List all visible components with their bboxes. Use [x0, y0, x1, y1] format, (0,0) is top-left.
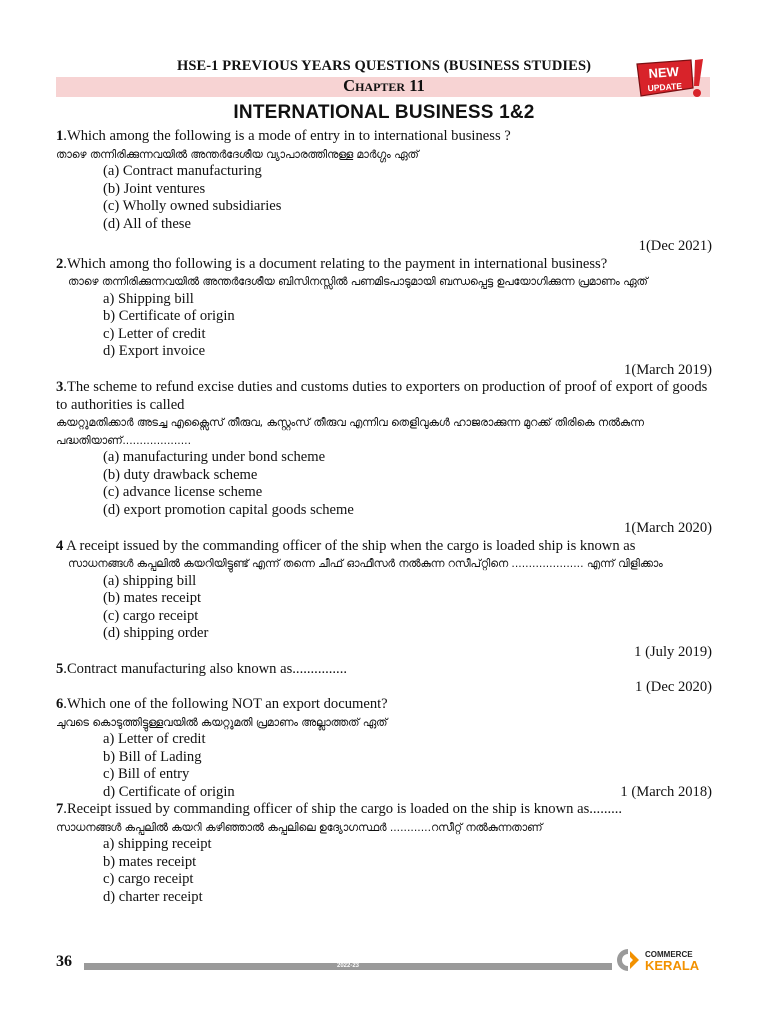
page-title: INTERNATIONAL BUSINESS 1&2 — [233, 102, 535, 123]
options — [56, 731, 712, 801]
question-mark-year: 1 (Dec 2020) — [635, 678, 712, 695]
question-text-malayalam: സാധനങ്ങൾ കപ്പലിൽ കയറി കഴിഞ്ഞാൽ കപ്പലിലെ ഉദ്യോഗസ്ഥർ ............റസീറ്റ് നൽകുന്നതാണ് — [56, 820, 543, 834]
question-3 — [56, 379, 712, 538]
option: a) Letter of credit — [103, 731, 206, 747]
question-number: 2 — [56, 255, 64, 272]
option: (c) cargo receipt — [103, 607, 199, 624]
question-text: .Contract manufacturing also known as............... — [63, 661, 348, 677]
option: (a) manufacturing under bond scheme — [103, 449, 326, 465]
option: c) Bill of entry — [103, 766, 190, 782]
question-number: 6 — [56, 696, 64, 712]
header-line: HSE-1 PREVIOUS YEARS QUESTIONS (BUSINESS STUDIES) — [176, 58, 592, 74]
question-7 — [56, 801, 712, 906]
option: c) cargo receipt — [103, 871, 194, 887]
option: d) Certificate of origin — [103, 783, 235, 800]
question-text-malayalam: ചുവടെ കൊടുത്തിട്ടുള്ളവയിൽ കയറ്റുമതി പ്രമാണം അല്ലാത്തത് ഏത് — [56, 715, 388, 729]
question-5 — [56, 661, 712, 696]
new-update-badge-icon — [633, 58, 705, 100]
question-mark-year: 1(March 2020) — [624, 520, 712, 536]
question-text: .The scheme to refund excise duties and customs duties to exporters on production of proof of export of goods to authorities is called — [56, 379, 708, 413]
footer-year: 2022-23 — [336, 963, 360, 969]
option: (a) shipping bill — [103, 572, 197, 589]
badge-new-text: NEW — [648, 63, 680, 82]
question-text: .Which one of the following NOT an export document? — [63, 696, 388, 712]
option: b) Certificate of origin — [103, 308, 235, 324]
question-mark-year: 1 (March 2018) — [620, 783, 712, 800]
question-2 — [56, 256, 712, 380]
option: a) Shipping bill — [103, 290, 194, 307]
question-number: 4 — [56, 537, 64, 554]
page-number: 36 — [56, 953, 72, 970]
options — [56, 163, 712, 233]
question-1 — [56, 128, 712, 256]
question-number: 1 — [56, 128, 64, 144]
question-text: .Which among the following is a mode of entry in to international business ? — [63, 128, 511, 144]
question-text: A receipt issued by the commanding officer of the ship when the cargo is loaded ship is known as — [63, 537, 636, 554]
question-text: .Receipt issued by commanding officer of ship the cargo is loaded on the ship is known as......... — [63, 801, 623, 817]
option: d) charter receipt — [103, 888, 203, 905]
commerce-kerala-logo-icon — [614, 946, 714, 974]
chapter-heading: Chapter 11 — [343, 76, 425, 95]
question-6 — [56, 696, 712, 801]
question-text: .Which among tho following is a document relating to the payment in international business? — [63, 255, 608, 272]
question-mark-year: 1(Dec 2021) — [638, 238, 712, 254]
option: c) Letter of credit — [103, 325, 206, 342]
options — [56, 573, 712, 643]
question-number: 5 — [56, 661, 64, 677]
question-text-malayalam: കയറ്റുമതിക്കാർ അടച്ച എക്സൈസ് തീരുവ, കസ്റ്റംസ് തീരുവ എന്നിവ തെളിവുകൾ ഹാജരാക്കുന്ന മുറക്ക് തിരികെ നൽകുന്ന പദ്ധതിയാണ്.................... — [56, 416, 644, 447]
question-mark-year: 1 (July 2019) — [634, 643, 712, 660]
question-text-malayalam: താഴെ തന്നിരിക്കുന്നവയിൽ അന്തർദേശീയ വ്യാപാരത്തിനുള്ള മാർഗ്ഗം ഏത് — [56, 147, 419, 161]
options — [56, 836, 712, 906]
option: (c) advance license scheme — [103, 484, 263, 500]
option: (d) export promotion capital goods scheme — [103, 501, 354, 518]
logo-bottom-text: KERALA — [645, 958, 700, 973]
option: (b) mates receipt — [103, 590, 202, 606]
option: (d) shipping order — [103, 625, 209, 641]
question-mark-year: 1(March 2019) — [624, 361, 712, 378]
option: b) Bill of Lading — [103, 748, 202, 765]
options — [56, 449, 712, 519]
option: d) Export invoice — [103, 343, 206, 359]
question-number: 7 — [56, 801, 64, 817]
option: (c) Wholly owned subsidiaries — [103, 198, 282, 214]
question-text-malayalam: സാധനങ്ങൾ കപ്പലിൽ കയറിയിട്ടുണ്ട് എന്ന് തന്നെ ചീഫ് ഓഫീസർ നൽകുന്ന റസീപ്റ്റിനെ ..................... എന്ന് വിളിക്കാം — [68, 557, 663, 570]
option: (d) All of these — [103, 215, 191, 232]
question-text-malayalam: താഴെ തന്നിരിക്കുന്നവയിൽ അന്തർദേശീയ ബിസിനസ്സിൽ പണമിടപാടുമായി ബന്ധപ്പെട്ട ഉപയോഗിക്കുന്ന പ്രമാണം ഏത് — [68, 275, 648, 288]
question-list — [56, 128, 712, 906]
logo-top-text: COMMERCE — [645, 950, 693, 959]
option: a) shipping receipt — [103, 836, 212, 852]
badge-update-text: UPDATE — [647, 80, 683, 94]
option: (b) Joint ventures — [103, 180, 206, 197]
options — [56, 291, 712, 361]
question-number: 3 — [56, 379, 64, 395]
option: b) mates receipt — [103, 853, 197, 870]
question-4 — [56, 538, 712, 662]
option: (a) Contract manufacturing — [103, 163, 262, 179]
option: (b) duty drawback scheme — [103, 466, 258, 483]
